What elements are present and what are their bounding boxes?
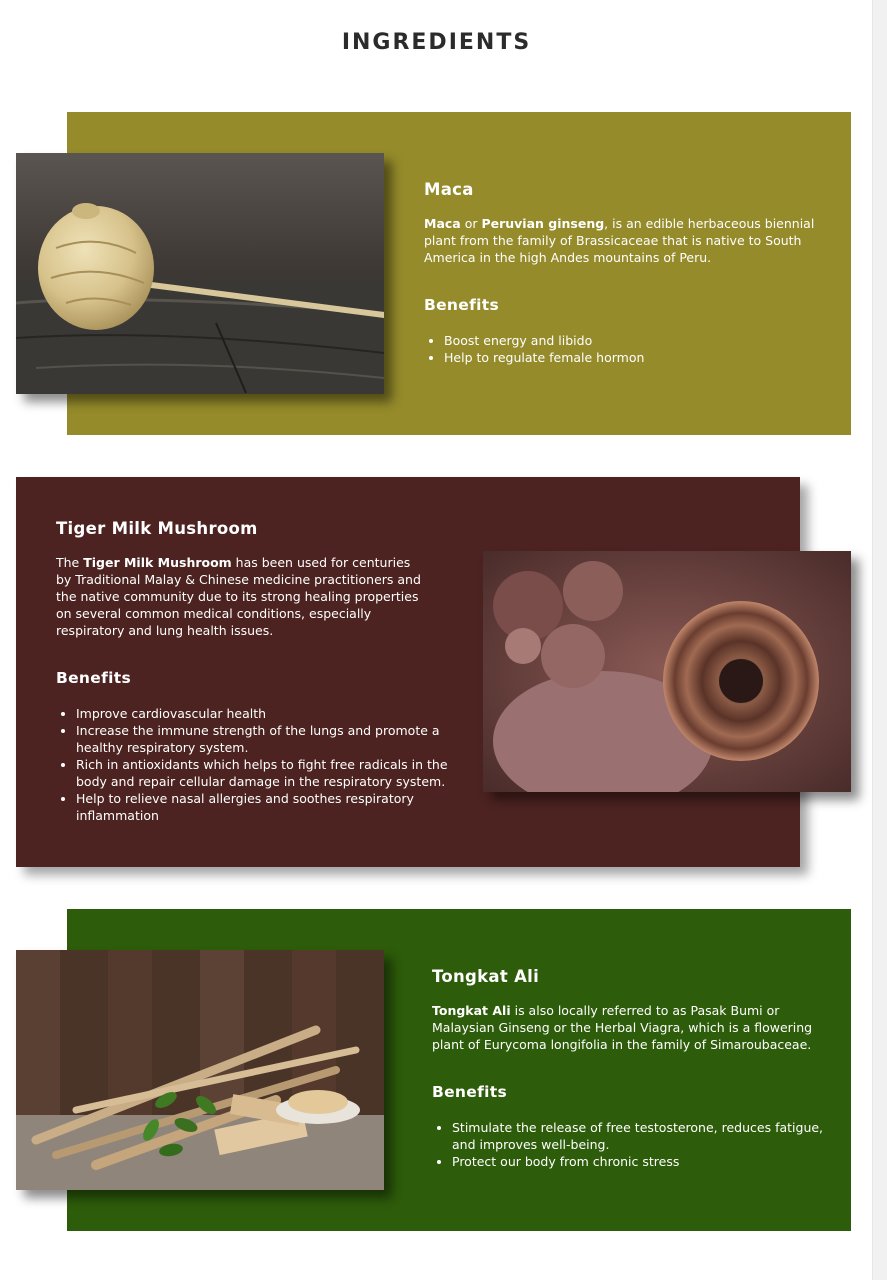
list-item: • Improve cardiovascular health bbox=[76, 705, 456, 722]
list-item: • Protect our body from chronic stress bbox=[452, 1153, 827, 1170]
list-item: • Rich in antioxidants which helps to fight free radicals in the body and repair cellular damage in the respiratory system. bbox=[76, 756, 456, 790]
tongkat-ali-image bbox=[16, 950, 384, 1190]
maca-benefits-list bbox=[424, 332, 824, 366]
maca-root-image bbox=[16, 153, 384, 394]
tongkat-title: Tongkat Ali bbox=[432, 967, 540, 986]
tiger-title: Tiger Milk Mushroom bbox=[56, 519, 258, 538]
tiger-text bbox=[56, 519, 456, 824]
tongkat-description: Tongkat Ali is also locally referred to as Pasak Bumi or Malaysian Ginseng or the Herbal Viagra, which is a flowering plant of Eurycoma longifolia in the family of Simaroubaceae. bbox=[432, 1003, 813, 1052]
tongkat-text bbox=[432, 967, 827, 1170]
scrollbar[interactable] bbox=[872, 0, 887, 1280]
maca-title: Maca bbox=[424, 180, 474, 199]
page-title: INGREDIENTS bbox=[341, 30, 532, 55]
tiger-benefits-title: Benefits bbox=[56, 669, 131, 687]
tongkat-benefits-list bbox=[432, 1119, 827, 1170]
tiger-description: The Tiger Milk Mushroom has been used for centuries by Traditional Malay & Chinese medicine practitioners and the native community due to its strong healing properties on several common medical conditions, especially respiratory and lung health issues. bbox=[56, 555, 421, 638]
list-item: • Help to regulate female hormon bbox=[444, 349, 824, 366]
maca-description: Maca or Peruvian ginseng, is an edible herbaceous biennial plant from the family of Brassicaceae that is native to South America in the high Andes mountains of Peru. bbox=[424, 216, 815, 265]
list-item: • Increase the immune strength of the lungs and promote a healthy respiratory system. bbox=[76, 722, 456, 756]
tongkat-benefits-title: Benefits bbox=[432, 1083, 507, 1101]
list-item: • Help to relieve nasal allergies and soothes respiratory inflammation bbox=[76, 790, 456, 824]
tiger-benefits-list bbox=[56, 705, 456, 824]
tiger-mushroom-image bbox=[483, 551, 851, 792]
maca-text bbox=[424, 180, 824, 366]
list-item: • Stimulate the release of free testosterone, reduces fatigue, and improves well-being. bbox=[452, 1119, 827, 1153]
list-item: • Boost energy and libido bbox=[444, 332, 824, 349]
maca-benefits-title: Benefits bbox=[424, 296, 499, 314]
